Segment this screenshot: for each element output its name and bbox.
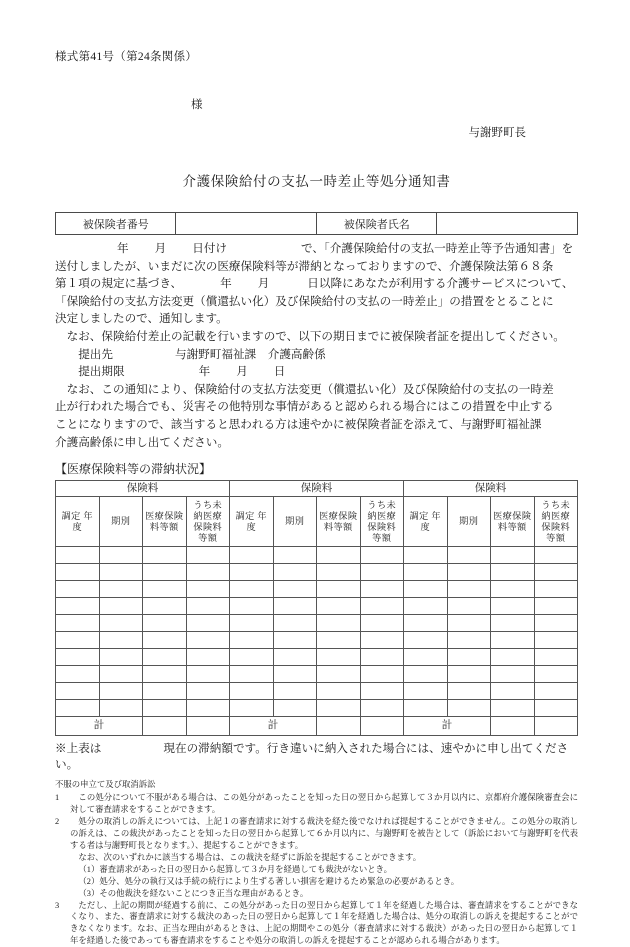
page-title: 介護保険給付の支払一時差止等処分通知書 — [182, 174, 451, 189]
insured-name-label: 被保険者氏名 — [316, 213, 436, 235]
insured-number-value[interactable] — [176, 213, 317, 235]
table-cell[interactable] — [534, 581, 578, 598]
table-cell[interactable] — [273, 683, 317, 700]
table-cell[interactable] — [404, 564, 448, 581]
legal-heading: 不服の申立て及び取消訴訟 — [55, 780, 156, 790]
table-cell[interactable] — [404, 632, 448, 649]
table-cell[interactable] — [56, 700, 100, 717]
date-day-label-1: 日付け — [192, 242, 228, 255]
col-assessment-year-2: 調定 年度 — [230, 497, 274, 547]
legal-item-number: 3 — [55, 900, 60, 910]
legal-appeal-section — [55, 779, 578, 947]
legal-paragraph: この処分について不服がある場合は、この処分があったことを知った日の翌日から起算して３か月以内に、京都府介護保険審査会に対して審査請求をすることができます。 — [70, 793, 578, 815]
deadline-line — [55, 363, 578, 381]
table-cell[interactable] — [143, 598, 187, 615]
table-cell[interactable] — [99, 632, 143, 649]
total-premium-amount[interactable] — [317, 717, 361, 736]
table-row — [56, 581, 578, 598]
table-cell[interactable] — [99, 547, 143, 564]
table-cell[interactable] — [56, 666, 100, 683]
table-cell[interactable] — [534, 564, 578, 581]
table-cell[interactable] — [491, 615, 535, 632]
table-cell[interactable] — [273, 632, 317, 649]
table-cell[interactable] — [491, 700, 535, 717]
legal-item — [55, 792, 578, 816]
table-cell[interactable] — [317, 547, 361, 564]
table-cell[interactable] — [186, 547, 230, 564]
table-cell[interactable] — [404, 581, 448, 598]
table-row — [56, 615, 578, 632]
table-cell[interactable] — [491, 581, 535, 598]
body-paragraph-1-line-5: 決定しましたので、通知します。 — [55, 312, 228, 326]
body-text-1: で、「介護保険給付の支払一時差止等予告通知書」を — [301, 242, 574, 255]
table-cell[interactable] — [99, 683, 143, 700]
table-cell[interactable] — [273, 598, 317, 615]
table-cell[interactable] — [360, 547, 404, 564]
table-cell[interactable] — [143, 666, 187, 683]
table-cell[interactable] — [186, 649, 230, 666]
table-cell[interactable] — [447, 564, 491, 581]
table-cell[interactable] — [360, 700, 404, 717]
addressee-line — [55, 96, 578, 112]
delinquency-table-head — [56, 481, 578, 547]
submit-to-value: 与謝野町福祉課 介護高齢係 — [174, 347, 326, 361]
legal-paragraph: なお、次のいずれかに該当する場合は、この裁決を経ずに訴訟を提起することができます。 — [78, 852, 422, 862]
total-premium-amount[interactable] — [143, 717, 187, 736]
table-row — [56, 564, 578, 581]
table-cell[interactable] — [317, 564, 361, 581]
legal-item-text — [70, 792, 578, 816]
table-cell[interactable] — [56, 581, 100, 598]
table-cell[interactable] — [317, 615, 361, 632]
body-paragraph-3-line-3: ことになりますので、該当すると思われる方は速やかに被保険者証を添えて、与謝野町福祉課 — [55, 418, 542, 432]
issuer-name: 与謝野町長 — [468, 127, 526, 139]
col-unpaid-amount-3: うち未 納医療 保険料 等額 — [534, 497, 578, 547]
table-row — [56, 547, 578, 564]
table-cell[interactable] — [230, 666, 274, 683]
legal-item — [55, 816, 578, 899]
table-note-prefix: ※上表は — [55, 742, 102, 756]
table-cell[interactable] — [56, 632, 100, 649]
body-paragraph-1-line-4: 「保険給付の支払方法変更（償還払い化）及び保険給付の支払の一時差止」の措置をとることに — [55, 294, 554, 308]
col-term-1: 期別 — [99, 497, 143, 547]
table-cell[interactable] — [99, 666, 143, 683]
deadline-month: 月 — [236, 365, 248, 379]
table-row — [56, 683, 578, 700]
table-row — [56, 213, 578, 235]
legal-item-number: 1 — [55, 793, 60, 803]
table-cell[interactable] — [230, 581, 274, 598]
table-cell[interactable] — [99, 700, 143, 717]
col-unpaid-amount-2: うち未 納医療 保険料 等額 — [360, 497, 404, 547]
body-paragraph-3-line-2: 止が行われた場合でも、災害その他特別な事情があると認められる場合にはこの措置を中止する — [55, 400, 554, 414]
table-cell[interactable] — [273, 564, 317, 581]
legal-item-text — [70, 816, 578, 899]
table-row — [56, 632, 578, 649]
table-cell[interactable] — [186, 683, 230, 700]
table-cell[interactable] — [143, 615, 187, 632]
table-cell[interactable] — [273, 581, 317, 598]
table-cell[interactable] — [534, 615, 578, 632]
table-cell[interactable] — [491, 564, 535, 581]
date-month-blank-2: 月 — [257, 277, 270, 291]
body-text-3: 日以降にあなたが利用する介護サービスについて、 — [307, 277, 574, 291]
table-cell[interactable] — [317, 581, 361, 598]
insured-name-value[interactable] — [437, 213, 578, 235]
table-cell[interactable] — [230, 649, 274, 666]
table-cell[interactable] — [534, 649, 578, 666]
table-cell[interactable] — [143, 632, 187, 649]
table-cell[interactable] — [99, 564, 143, 581]
table-note-suffix: 現在の滞納額です。行き違いに納入された場合には、速やかに申し出てください。 — [55, 742, 569, 772]
col-assessment-year-3: 調定 年度 — [404, 497, 448, 547]
table-total-row — [56, 717, 578, 736]
body-text-2: 第１項の規定に基づき、 — [55, 277, 183, 291]
table-cell[interactable] — [186, 632, 230, 649]
table-cell[interactable] — [317, 683, 361, 700]
table-cell[interactable] — [56, 683, 100, 700]
deadline-day: 日 — [273, 365, 286, 379]
col-premium-amount-3: 医療保険 料等額 — [491, 497, 535, 547]
table-cell[interactable] — [230, 564, 274, 581]
col-assessment-year-1: 調定 年度 — [56, 497, 100, 547]
table-cell[interactable] — [491, 683, 535, 700]
col-term-2: 期別 — [273, 497, 317, 547]
table-cell[interactable] — [143, 564, 187, 581]
table-cell[interactable] — [491, 598, 535, 615]
legal-sub-item: （2）処分、処分の執行又は手続の続行により生ずる著しい損害を避けるため緊急の必要があるとき。 — [78, 876, 460, 886]
col-term-3: 期別 — [447, 497, 491, 547]
table-row — [56, 700, 578, 717]
table-cell[interactable] — [360, 581, 404, 598]
total-label: 計 — [56, 717, 143, 736]
table-cell[interactable] — [143, 649, 187, 666]
legal-item — [55, 900, 578, 947]
table-cell[interactable] — [230, 615, 274, 632]
group-header-1: 保険料 — [56, 481, 230, 497]
column-header-row — [56, 497, 578, 547]
table-cell[interactable] — [56, 649, 100, 666]
total-unpaid-amount[interactable] — [534, 717, 578, 736]
table-cell[interactable] — [447, 700, 491, 717]
table-cell[interactable] — [317, 666, 361, 683]
body-paragraph-1-line-3 — [55, 275, 578, 293]
table-cell[interactable] — [447, 632, 491, 649]
legal-item-number: 2 — [55, 817, 60, 827]
table-cell[interactable] — [491, 632, 535, 649]
table-cell[interactable] — [186, 598, 230, 615]
table-cell[interactable] — [360, 598, 404, 615]
table-cell[interactable] — [230, 547, 274, 564]
table-cell[interactable] — [491, 649, 535, 666]
table-cell[interactable] — [404, 700, 448, 717]
date-year-blank-1: 年 — [117, 242, 129, 255]
table-cell[interactable] — [447, 581, 491, 598]
table-cell[interactable] — [273, 615, 317, 632]
table-cell[interactable] — [534, 683, 578, 700]
table-cell[interactable] — [404, 547, 448, 564]
table-cell[interactable] — [447, 666, 491, 683]
table-cell[interactable] — [99, 598, 143, 615]
table-cell[interactable] — [360, 649, 404, 666]
table-cell[interactable] — [230, 632, 274, 649]
table-cell[interactable] — [534, 632, 578, 649]
group-header-2: 保険料 — [230, 481, 404, 497]
body-paragraph-3-line-4: 介護高齢係に申し出てください。 — [55, 435, 229, 449]
deadline-year: 年 — [198, 365, 211, 379]
table-cell[interactable] — [360, 615, 404, 632]
table-cell[interactable] — [447, 649, 491, 666]
submit-to-label: 提出先 — [78, 347, 113, 361]
table-cell[interactable] — [56, 547, 100, 564]
table-cell[interactable] — [317, 632, 361, 649]
table-cell[interactable] — [56, 564, 100, 581]
legal-item-text — [70, 900, 578, 947]
total-premium-amount[interactable] — [491, 717, 535, 736]
table-row — [56, 666, 578, 683]
table-cell[interactable] — [273, 700, 317, 717]
table-cell[interactable] — [404, 615, 448, 632]
table-cell[interactable] — [143, 700, 187, 717]
table-cell[interactable] — [447, 615, 491, 632]
table-cell[interactable] — [143, 581, 187, 598]
total-unpaid-amount[interactable] — [360, 717, 404, 736]
table-cell[interactable] — [404, 683, 448, 700]
table-cell[interactable] — [317, 598, 361, 615]
notice-body — [55, 240, 578, 451]
table-cell[interactable] — [186, 615, 230, 632]
legal-sub-item: （3）その他裁決を経ないことにつき正当な理由があるとき。 — [78, 888, 309, 898]
deadline-label: 提出期限 — [78, 365, 125, 379]
table-cell[interactable] — [230, 598, 274, 615]
insured-number-label: 被保険者番号 — [56, 213, 176, 235]
table-cell[interactable] — [273, 666, 317, 683]
table-cell[interactable] — [99, 615, 143, 632]
table-cell[interactable] — [534, 547, 578, 564]
table-row — [56, 598, 578, 615]
table-cell[interactable] — [143, 683, 187, 700]
legal-paragraph: ただし、上記の期間が経過する前に、この処分があった日の翌日から起算して１年を経過した場合は、審査請求をすることができなくなり、また、審査請求に対する裁決のあった日の翌日から起算して１年を経過した場合は、処分の取消しの訴えを提起することができなくなります。なお、正当な理由があるときは、上記の期間やこの処分（審査請求に対する裁決）があった日の翌日から起算して１年を経過した後であっても審査請求をすることや処分の取消しの訴えを提起することが認められる場合があります。 — [70, 900, 578, 946]
table-cell[interactable] — [273, 547, 317, 564]
addressee-suffix: 様 — [191, 99, 203, 111]
table-cell[interactable] — [56, 615, 100, 632]
group-header-row — [56, 481, 578, 497]
table-cell[interactable] — [56, 598, 100, 615]
total-unpaid-amount[interactable] — [186, 717, 230, 736]
legal-paragraph: 処分の取消しの訴えについては、上記１の審査請求に対する裁決を経た後でなければ提起することができません。この処分の取消しの訴えは、この裁決があったことを知った日の翌日から起算して６か月以内に、与謝野町を被告として（訴訟において与謝野町を代表する者は与謝野町長となります。）、提起することができます。 — [70, 817, 578, 850]
table-cell[interactable] — [273, 649, 317, 666]
table-note — [55, 740, 578, 772]
legal-sub-item: （1）審査請求があった日の翌日から起算して３か月を経過しても裁決がないとき。 — [78, 864, 393, 874]
table-cell[interactable] — [99, 581, 143, 598]
table-cell[interactable] — [447, 547, 491, 564]
insured-person-table — [55, 212, 578, 235]
table-cell[interactable] — [404, 666, 448, 683]
body-paragraph-3-line-1: なお、この通知により、保険給付の支払方法変更（償還払い化）及び保険給付の支払の一時差 — [66, 382, 554, 396]
table-cell[interactable] — [186, 564, 230, 581]
total-label: 計 — [230, 717, 317, 736]
col-unpaid-amount-1: うち未 納医療 保険料 等額 — [186, 497, 230, 547]
table-cell[interactable] — [404, 598, 448, 615]
table-cell[interactable] — [186, 666, 230, 683]
group-header-3: 保険料 — [404, 481, 578, 497]
table-cell[interactable] — [534, 666, 578, 683]
delinquency-section-title: 【医療保険料等の滞納状況】 — [55, 462, 212, 477]
total-label: 計 — [404, 717, 491, 736]
table-cell[interactable] — [491, 666, 535, 683]
table-cell[interactable] — [360, 564, 404, 581]
issuer-line — [55, 124, 578, 140]
table-cell[interactable] — [360, 666, 404, 683]
table-cell[interactable] — [186, 700, 230, 717]
body-paragraph-1-line-2: 送付しましたが、いまだに次の医療保険料等が滞納となっておりますので、介護保険法第６８条 — [55, 259, 554, 273]
delinquency-table-body — [56, 547, 578, 736]
table-cell[interactable] — [447, 683, 491, 700]
date-month-blank-1: 月 — [154, 242, 167, 255]
table-cell[interactable] — [99, 649, 143, 666]
table-cell[interactable] — [143, 547, 187, 564]
table-cell[interactable] — [534, 700, 578, 717]
body-paragraph-1-line-1 — [55, 240, 578, 258]
legal-items-list — [55, 792, 578, 947]
submit-to-line — [55, 346, 578, 364]
col-premium-amount-1: 医療保険 料等額 — [143, 497, 187, 547]
table-cell[interactable] — [404, 649, 448, 666]
date-year-blank-2: 年 — [220, 277, 232, 291]
delinquency-status-table — [55, 480, 578, 736]
table-cell[interactable] — [230, 683, 274, 700]
table-cell[interactable] — [186, 581, 230, 598]
table-row — [56, 649, 578, 666]
table-cell[interactable] — [534, 598, 578, 615]
table-cell[interactable] — [317, 700, 361, 717]
body-paragraph-2: なお、保険給付差止の記載を行いますので、以下の期日までに被保険者証を提出してください。 — [66, 330, 565, 344]
table-cell[interactable] — [360, 632, 404, 649]
form-number: 様式第41号（第24条関係） — [55, 51, 198, 63]
col-premium-amount-2: 医療保険 料等額 — [317, 497, 361, 547]
table-cell[interactable] — [317, 649, 361, 666]
table-cell[interactable] — [230, 700, 274, 717]
table-cell[interactable] — [360, 683, 404, 700]
table-cell[interactable] — [491, 547, 535, 564]
table-cell[interactable] — [447, 598, 491, 615]
